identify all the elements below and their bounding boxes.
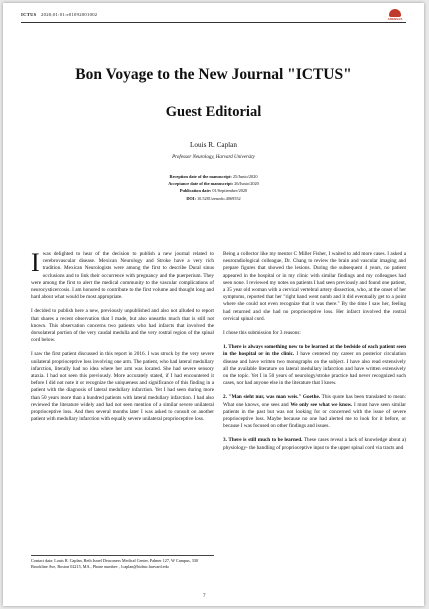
paragraph: Being a collector like my mentor C Miller Fisher, I waited to add more cases. I asked a neuroradiological colleague, Dr. Chang to review the brain and vascular imaging and prepare figures that showed the lesions. During the subsequent 4 years, no patient appeared in the hospital or in my clinic with similar findings and my colleagues had seen none. I reviewed my notes on patients I had seen previously and found one patient, a 35 year old woman with a cervical vertebral artery dissection, who, at the onset of her symptoms, reported that her "right hand went numb and it did eventually get to a point where she could not even recognize that it was there." By the time I saw her, feeling had returned and she had no proprioceptive loss. Her infarct involved the rostral cervical spinal cord.	[223, 251, 406, 322]
author-name: Louis R. Caplan	[190, 141, 237, 149]
paragraph-text: was delighted to hear of the decision to publish a new journal related to cerebrovascular disease. Mexican Neurology and Stroke have a very rich tradition. Mexican Neurologists were among the first to describe Dural sinus occlusions and to link their occurrence with pregnancy and the puerperium. They were among the first to alert the medical community to the vascular complications of neurocysticercosis. I am honored to contribute to the first volume and thought long and hard about what would be most appropriate.	[31, 251, 214, 301]
received-date: 25/Junio/2020	[232, 174, 258, 179]
accepted-label: Acceptance date of the manuscript:	[168, 181, 234, 187]
drop-cap: I	[31, 248, 40, 277]
doi-label: DOI:	[186, 195, 196, 201]
doi-line	[3, 195, 424, 202]
journal-logo	[384, 9, 406, 22]
reason-1-heading: 1. There is always something new to be learned at the bedside of each patient seen in the hospital or in the clinic.	[223, 344, 406, 358]
page-number: 7	[203, 594, 206, 599]
reason-2-heading: 2. "Man sieht nur, was man weis." Goethe.	[223, 394, 321, 401]
quote-emphasis: We only see what we know.	[290, 401, 353, 408]
journal-name: ICTUS	[21, 12, 37, 17]
paragraph	[223, 394, 406, 430]
manuscript-dates	[3, 173, 424, 202]
paragraph: I decided to publish here a new, previously unpublished and also not alluded to report that shares a recent observation that I made, but also unearths much that is still not known. This observation concerns two patients who had infarcts that involved the dorsolateral portion of the very caudal medulla and the very rostral region of the spinal cord below.	[31, 308, 214, 344]
paragraph	[31, 248, 214, 301]
received-line	[3, 173, 424, 180]
reason-3-heading: 3. There is still much to be learned.	[223, 437, 303, 444]
right-column	[223, 251, 406, 459]
paragraph-text: This quote has been translated to mean: What one knows, one sees and	[223, 394, 406, 408]
paper-page	[3, 3, 424, 606]
paragraph: I saw the first patient discussed in this report in 2016. I was struck by the very severe unilateral proprioceptive loss involving one arm. The patient, who had lateral medullary infarction, literally had no idea where her arm was located. She had severe sensory ataxia. I had not seen this previously. More accurately stated, if I had encountered it before I did not note it or recognize the uniqueness and significance of this finding in a patient with the diagnosis of lateral medullary infarction. Yet I had seen during more than 50 years more than a hundred patients with lateral medullary infarction. I had also reviewed the literature widely and had not seen mention of a similar severe unilateral proprioceptive loss. And then several months later I was asked to consult on another patient with medullary infarction with equally severe unilateral proprioceptive loss.	[31, 351, 214, 423]
doi-link[interactable]: 10.5281/zenodo.4069552	[196, 195, 241, 201]
author-affiliation: Professor Neurology, Harvard University	[172, 155, 255, 160]
paragraph-text: These cases reveal a lack of knowledge about a) physiology- the handling of proprioceptive input to the upper spinal cord via tracts and	[223, 437, 406, 451]
header-rule	[21, 22, 406, 23]
paragraph: I chose this submission for 3 reasons:	[223, 330, 301, 337]
accepted-line	[3, 180, 424, 187]
received-label: Reception date of the manuscript:	[169, 174, 232, 179]
paragraph-text: I have centered my career on posterior circulation disease and have written two monographs on the subject. I have also read extensively all the available literature on lateral medullary infarction and have written extensively on the topic. Yet I in 50 years of neurology/stroke practice had never recognized such cases, nor had anyone else in the literature that I knew.	[223, 351, 406, 387]
article-title: Bon Voyage to the New Journal "ICTUS"	[75, 66, 352, 83]
running-header	[21, 12, 97, 17]
logo-mark-icon	[389, 9, 401, 17]
logo-text: ARENSAS	[387, 17, 403, 21]
published-label: Publication date:	[179, 188, 212, 194]
contact-footnote: Contact data: Louis R. Caplan, Beth Israel Deaconess Medical Center, Palmer 127, W Campus, 330 Brookline Ave, Boston 02215, MA., Phone number: , lcaplan@bidmc.harvard.edu	[31, 555, 214, 570]
paragraph	[223, 344, 406, 387]
published-date: 01/Septiembre/2020	[212, 188, 248, 194]
published-line	[3, 187, 424, 194]
article-id: 2020;01:01:e01092001002	[41, 12, 98, 17]
accepted-date: 26/Junio/2020	[234, 181, 259, 187]
paragraph	[223, 437, 406, 451]
article-subtitle: Guest Editorial	[165, 104, 262, 120]
left-column	[31, 248, 214, 430]
paragraph-text: I must have seen similar patients in the past but was not looking for or concerned with the issue of severe proprioceptive loss. Maybe because no one had alerted me to look for it before, or because I was focused on other findings and issues.	[223, 401, 406, 430]
